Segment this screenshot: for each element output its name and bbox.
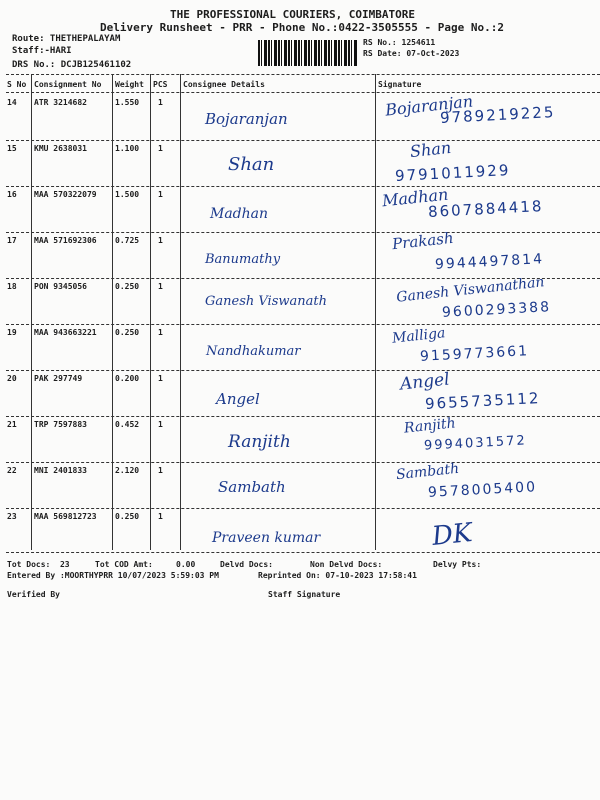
total-docs: Tot Docs: 23 xyxy=(7,560,70,569)
row-pcs: 1 xyxy=(158,98,163,107)
row-consignee-name: Banumathy xyxy=(205,252,281,267)
row-consignee-name: Shan xyxy=(228,154,275,175)
row-consignment-no: PON 9345056 xyxy=(34,282,87,291)
row-weight: 0.725 xyxy=(115,236,140,245)
row-sno: 21 xyxy=(7,420,17,429)
table-row xyxy=(0,228,600,278)
col-header-pcs: PCS xyxy=(153,80,168,89)
row-signature: Ranjith xyxy=(403,415,457,437)
row-pcs: 1 xyxy=(158,236,163,245)
row-weight: 0.452 xyxy=(115,420,140,429)
entered-by: Entered By :MOORTHYPRR 10/07/2023 5:59:03 PM xyxy=(7,571,219,580)
row-consignee-name: Nandhakumar xyxy=(206,344,301,359)
delivered-docs: Delvd Docs: xyxy=(220,560,273,569)
table-row xyxy=(0,137,600,186)
row-phone: 9791011929 xyxy=(394,160,511,186)
rs-number: RS No.: 1254611 xyxy=(363,38,436,47)
row-signature: Angel xyxy=(399,369,451,395)
col-header-consignment: Consignment No xyxy=(34,80,102,89)
total-cod-value: 0.00 xyxy=(176,560,196,569)
non-delivered-docs: Non Delvd Docs: xyxy=(310,560,383,569)
table-row xyxy=(0,274,600,324)
delivery-points: Delvy Pts: xyxy=(433,560,482,569)
route-label: Route: THETHEPALAYAM xyxy=(12,34,121,44)
row-sno: 17 xyxy=(7,236,17,245)
total-cod-label: Tot COD Amt: xyxy=(95,560,153,569)
row-consignee-name: Bojaranjan xyxy=(205,110,288,128)
row-signature: Shan xyxy=(409,137,452,162)
row-pcs: 1 xyxy=(158,466,163,475)
row-consignment-no: MAA 570322079 xyxy=(34,190,97,199)
row-pcs: 1 xyxy=(158,374,163,383)
row-consignee-name: Angel xyxy=(216,390,260,408)
table-bottom-rule xyxy=(6,552,600,553)
table-row xyxy=(0,508,600,554)
header-bottom-rule xyxy=(6,92,600,93)
table-row xyxy=(0,324,600,370)
row-phone: 9944497814 xyxy=(434,251,545,273)
row-consignee-name: Ranjith xyxy=(228,432,291,452)
row-sno: 18 xyxy=(7,282,17,291)
row-pcs: 1 xyxy=(158,420,163,429)
row-pcs: 1 xyxy=(158,144,163,153)
row-signature: Malliga xyxy=(391,325,447,347)
row-sno: 22 xyxy=(7,466,17,475)
row-phone: 9600293388 xyxy=(441,299,552,321)
row-consignment-no: MNI 2401833 xyxy=(34,466,87,475)
row-weight: 1.100 xyxy=(115,144,140,153)
row-signature: Ganesh Viswanathan xyxy=(395,274,546,306)
staff-label: Staff:-HARI xyxy=(12,46,72,56)
row-weight: 0.250 xyxy=(115,328,140,337)
row-pcs: 1 xyxy=(158,512,163,521)
drs-number: DRS No.: DCJB125461102 xyxy=(12,60,132,70)
row-signature: Bojaranjan xyxy=(384,91,474,120)
row-signature: Prakash xyxy=(391,228,455,254)
table-row xyxy=(0,91,600,140)
row-pcs: 1 xyxy=(158,328,163,337)
table-row xyxy=(0,186,600,232)
company-name: THE PROFESSIONAL COURIERS, COIMBATORE xyxy=(170,8,416,21)
row-weight: 1.550 xyxy=(115,98,140,107)
row-phone: 9994031572 xyxy=(423,433,528,454)
row-phone: 9655735112 xyxy=(424,388,541,414)
row-signature: Madhan xyxy=(381,184,450,211)
staff-signature: Staff Signature xyxy=(268,590,341,599)
row-consignee-name: Sambath xyxy=(218,478,286,496)
col-header-consignee: Consignee Details xyxy=(183,80,265,89)
row-consignment-no: MAA 943663221 xyxy=(34,328,97,337)
row-sno: 14 xyxy=(7,98,17,107)
col-header-signature: Signature xyxy=(378,80,422,89)
rs-date: RS Date: 07-Oct-2023 xyxy=(363,49,460,58)
row-phone: 9789219225 xyxy=(439,102,556,128)
row-consignment-no: PAK 297749 xyxy=(34,374,83,383)
row-weight: 1.500 xyxy=(115,190,140,199)
row-signature: DK xyxy=(430,517,474,553)
row-pcs: 1 xyxy=(158,282,163,291)
row-weight: 0.250 xyxy=(115,282,140,291)
col-header-sno: S No xyxy=(7,80,27,89)
verified-by: Verified By xyxy=(7,590,60,599)
row-sno: 16 xyxy=(7,190,17,199)
row-signature: Sambath xyxy=(395,460,460,484)
row-consignment-no: MAA 569812723 xyxy=(34,512,97,521)
row-sno: 15 xyxy=(7,144,17,153)
row-phone: 8607884418 xyxy=(427,196,544,222)
row-consignment-no: ATR 3214682 xyxy=(34,98,87,107)
barcode xyxy=(258,40,358,66)
row-sno: 19 xyxy=(7,328,17,337)
row-consignee-name: Ganesh Viswanath xyxy=(205,294,327,309)
row-phone: 9578005400 xyxy=(427,479,538,501)
table-row xyxy=(0,370,600,416)
row-consignment-no: MAA 571692306 xyxy=(34,236,97,245)
row-consignment-no: KMU 2638031 xyxy=(34,144,87,153)
row-pcs: 1 xyxy=(158,190,163,199)
sheet-title: Delivery Runsheet - PRR - Phone No.:0422-3505555 - Page No.:2 xyxy=(100,21,504,34)
row-weight: 0.200 xyxy=(115,374,140,383)
row-sno: 20 xyxy=(7,374,17,383)
table-row xyxy=(0,416,600,462)
row-phone: 9159773661 xyxy=(419,343,530,365)
row-consignee-name: Madhan xyxy=(210,206,269,222)
row-consignment-no: TRP 7597883 xyxy=(34,420,87,429)
row-weight: 0.250 xyxy=(115,512,140,521)
header-top-rule xyxy=(6,74,600,75)
row-weight: 2.120 xyxy=(115,466,140,475)
reprinted-on: Reprinted On: 07-10-2023 17:58:41 xyxy=(258,571,417,580)
col-header-weight: Weight xyxy=(115,80,144,89)
table-row xyxy=(0,462,600,508)
row-consignee-name: Praveen kumar xyxy=(212,530,321,546)
row-sno: 23 xyxy=(7,512,17,521)
